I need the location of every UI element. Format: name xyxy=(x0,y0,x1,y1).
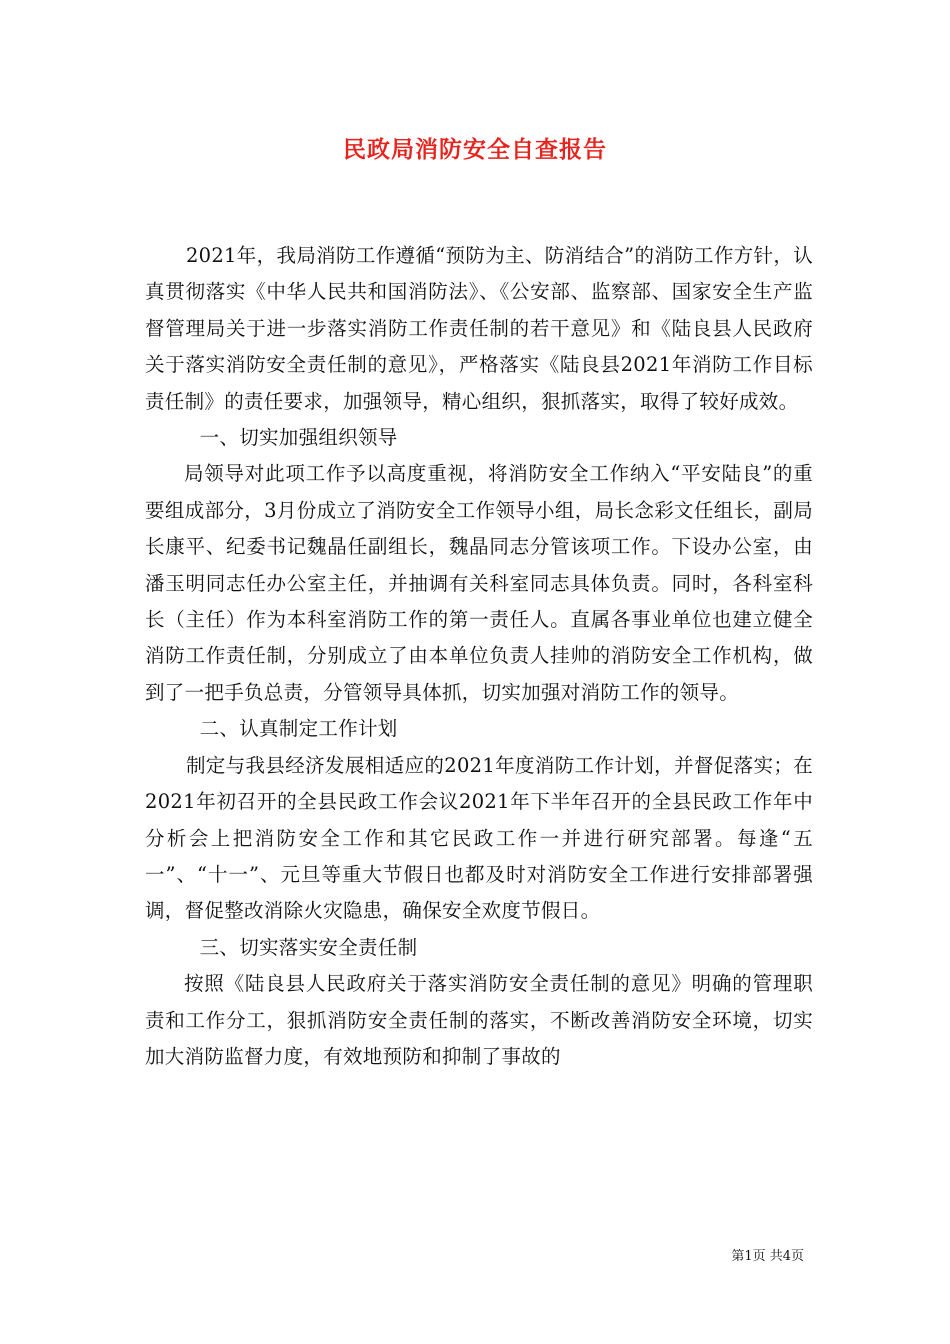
page-title: 民政局消防安全自查报告 xyxy=(343,136,607,163)
document-body xyxy=(145,238,813,1075)
section-heading-2: 二、认真制定工作计划 xyxy=(199,717,398,741)
page-number-footer: 第1页 共4页 xyxy=(731,1249,804,1264)
section-paragraph-3: 按照《陆良县人民政府关于落实消防安全责任制的意见》明确的管理职责和工作分工，狠抓消防安全责任制的落实，不断改善消防安全环境，切实加大消防监督力度，有效地预防和抑制了事故的 xyxy=(145,972,813,1068)
section-heading-3: 三、切实落实安全责任制 xyxy=(199,935,418,959)
section-paragraph-1: 局领导对此项工作予以高度重视，将消防安全工作纳入“平安陆良”的重要组成部分，3月份成立了消防安全工作领导小组，局长念彩文任组长，副局长康平、纪委书记魏晶任副组长，魏晶同志分管该项工作。下设办公室，由潘玉明同志任办公室主任，并抽调有关科室同志具体负责。同时，各科室科长（主任）作为本科室消防工作的第一责任人。直属各事业单位也建立健全消防工作责任制，分别成立了由本单位负责人挂帅的消防安全工作机构，做到了一把手负总责，分管领导具体抓，切实加强对消防工作的领导。 xyxy=(145,462,813,704)
section-heading-1: 一、切实加强组织领导 xyxy=(199,426,398,450)
intro-paragraph: 2021年，我局消防工作遵循“预防为主、防消结合”的消防工作方针，认真贯彻落实《中华人民共和国消防法》、《公安部、监察部、国家安全生产监督管理局关于进一步落实消防工作责任制的若干意见》和《陆良县人民政府关于落实消防安全责任制的意见》，严格落实《陆良县2021年消防工作目标责任制》的责任要求，加强领导，精心组织，狠抓落实，取得了较好成效。 xyxy=(145,244,813,413)
section-paragraph-2: 制定与我县经济发展相适应的2021年度消防工作计划，并督促落实；在2021年初召开的全县民政工作会议2021年下半年召开的全县民政工作年中分析会上把消防安全工作和其它民政工作一并进行研究部署。每逢“五一”、“十一”、元旦等重大节假日也都及时对消防安全工作进行安排部署强调，督促整改消除火灾隐患，确保安全欢度节假日。 xyxy=(145,753,813,923)
